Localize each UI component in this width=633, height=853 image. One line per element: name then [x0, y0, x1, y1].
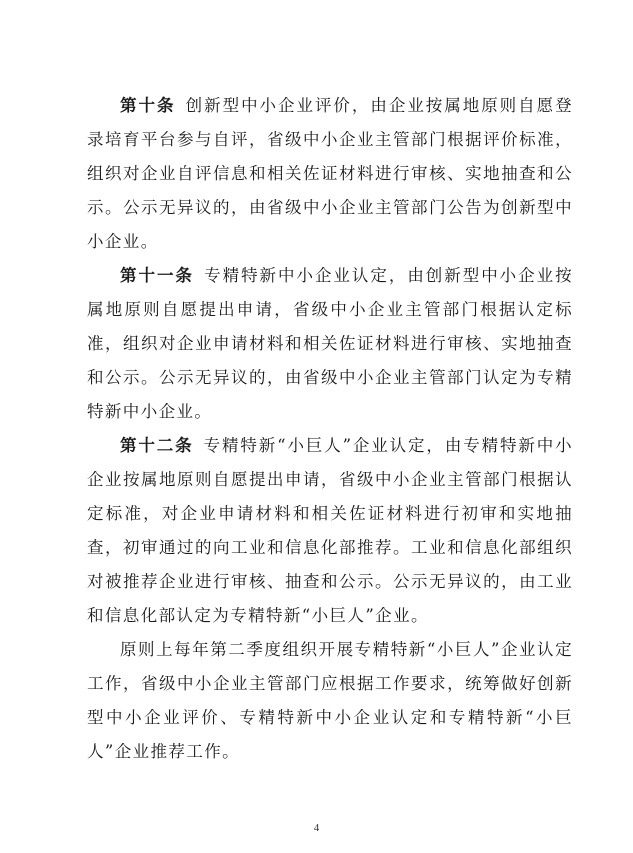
- article-10-paragraph: [87, 89, 573, 259]
- article-11-text: 专精特新中小企业认定，由创新型中小企业按属地原则自愿提出申请，省级中小企业主管部门根据认定标准，组织对企业申请材料和相关佐证材料进行审核、实地抽查和公示。公示无异议的，由省级中小企业主管部门认定为专精特新中小企业。: [87, 266, 573, 421]
- article-12-text: 专精特新“小巨人”企业认定，由专精特新中小企业按属地原则自愿提出申请，省级中小企业主管部门根据认定标准，对企业申请材料和相关佐证材料进行初审和实地抽查，初审通过的向工业和信息化部推荐。工业和信息化部组织对被推荐企业进行审核、抽查和公示。公示无异议的，由工业和信息化部认定为专精特新“小巨人”企业。: [87, 436, 573, 625]
- article-11-paragraph: [87, 259, 573, 429]
- annual-schedule-text: 原则上每年第二季度组织开展专精特新“小巨人”企业认定工作，省级中小企业主管部门应根据工作要求，统筹做好创新型中小企业评价、专精特新中小企业认定和专精特新“小巨人”企业推荐工作。: [87, 640, 573, 761]
- annual-schedule-paragraph: [87, 633, 573, 769]
- page-number: 4: [313, 822, 320, 834]
- article-11-heading: 第十一条: [120, 266, 194, 285]
- article-10-heading: 第十条: [120, 96, 176, 115]
- article-10-text: 创新型中小企业评价，由企业按属地原则自愿登录培育平台参与自评，省级中小企业主管部门根据评价标准，组织对企业自评信息和相关佐证材料进行审核、实地抽查和公示。公示无异议的，由省级中小企业主管部门公告为创新型中小企业。: [87, 96, 573, 251]
- article-12-paragraph: [87, 429, 573, 633]
- article-12-heading: 第十二条: [120, 436, 194, 455]
